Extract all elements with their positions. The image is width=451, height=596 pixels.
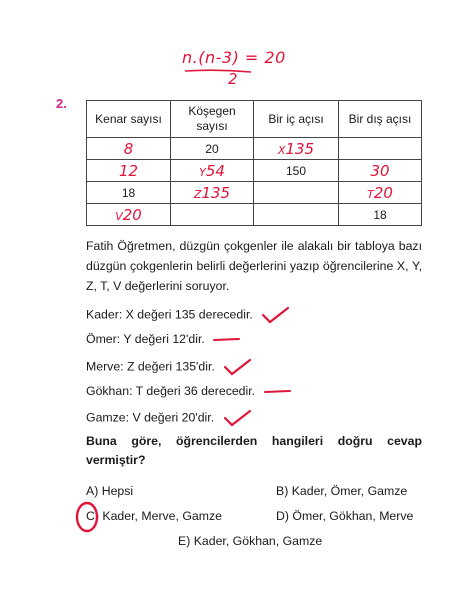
cell-prefix: Z: [193, 187, 202, 201]
cell-dis-aci: 30: [339, 160, 422, 182]
cell-hand: 135: [201, 183, 231, 202]
header-kenar: Kenar sayısı: [87, 101, 171, 138]
formula-denominator: 2: [228, 70, 239, 88]
cell-hand: 20: [373, 183, 393, 202]
cell-prefix: V: [115, 209, 123, 223]
statement-kader: [86, 306, 290, 324]
table-row: [87, 138, 422, 160]
cell-kosegen: [171, 182, 254, 204]
table-row: [87, 182, 422, 204]
cell-hand: 54: [205, 161, 225, 180]
cell-prefix: T: [367, 187, 374, 201]
cell-ic-aci: [254, 204, 339, 226]
header-kosegen: Köşegen sayısı: [171, 101, 254, 138]
statement-text: Kader: X değeri 135 derecedir.: [86, 307, 253, 322]
check-mark-icon: [260, 306, 290, 324]
cell-kenar: 12: [87, 160, 171, 182]
check-mark-icon: [222, 358, 252, 376]
polygon-table: [86, 100, 422, 226]
header-ic-aci: Bir iç açısı: [254, 101, 339, 138]
cell-ic-aci: 150: [254, 160, 339, 182]
cell-dis-aci: [339, 138, 422, 160]
formula-numerator: n.(n-3) = 20: [182, 48, 286, 67]
problem-paragraph: Fatih Öğretmen, düzgün çokgenler ile alakalı bir tabloya bazı düzgün çokgenlerin belirli değerlerini yazıp öğrencilerine X, Y, Z, T, V değerlerini soruyor.: [86, 239, 422, 293]
table-row: [87, 204, 422, 226]
handwritten-formula: [182, 48, 286, 88]
question-number: 2.: [56, 96, 67, 111]
option-c[interactable]: C) Kader, Merve, Gamze: [86, 509, 222, 523]
cell-kosegen: [171, 204, 254, 226]
cell-kosegen: [171, 160, 254, 182]
cell-hand: 20: [122, 205, 142, 224]
statement-gamze: [86, 409, 252, 427]
header-dis-aci: Bir dış açısı: [339, 101, 422, 138]
cell-dis-aci: [339, 182, 422, 204]
cell-ic-aci: [254, 138, 339, 160]
question-text: Buna göre, öğrencilerden hangileri doğru cevap vermiştir?: [86, 434, 422, 467]
cell-hand: 135: [285, 139, 315, 158]
cell-prefix: X: [277, 143, 286, 157]
dash-mark-icon: [263, 387, 293, 397]
cell-kenar: [87, 204, 171, 226]
check-mark-icon: [222, 409, 252, 427]
dash-mark-icon: [212, 335, 242, 345]
cell-kenar: 8: [87, 138, 171, 160]
statement-text: Gökhan: T değeri 36 derecedir.: [86, 384, 256, 398]
fraction-bar-icon: [184, 69, 252, 73]
cell-kenar: 18: [87, 182, 171, 204]
statement-gokhan: [86, 384, 293, 398]
statement-merve: [86, 358, 252, 376]
statement-omer: [86, 332, 242, 346]
table-row: [87, 160, 422, 182]
option-b[interactable]: B) Kader, Ömer, Gamze: [276, 484, 408, 498]
option-e[interactable]: E) Kader, Gökhan, Gamze: [178, 534, 323, 548]
option-d[interactable]: D) Ömer, Gökhan, Merve: [276, 509, 414, 523]
statement-text: Merve: Z değeri 135'dir.: [86, 359, 215, 374]
cell-kosegen: 20: [171, 138, 254, 160]
circle-mark-icon: [74, 500, 100, 534]
cell-prefix: Y: [199, 165, 206, 179]
option-a[interactable]: A) Hepsi: [86, 484, 134, 498]
statement-text: Gamze: V değeri 20'dir.: [86, 410, 215, 425]
cell-ic-aci: [254, 182, 339, 204]
statement-text: Ömer: Y değeri 12'dir.: [86, 332, 205, 346]
cell-dis-aci: 18: [339, 204, 422, 226]
